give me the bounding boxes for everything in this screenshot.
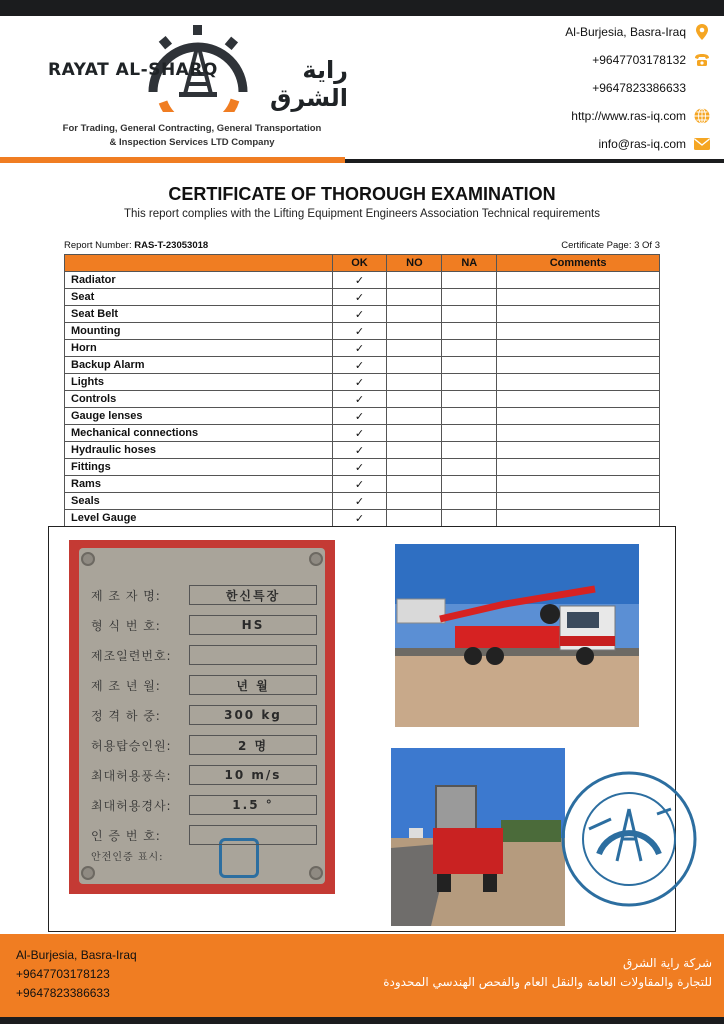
table-row (65, 340, 660, 357)
footer-phone-2[interactable]: +9647823386633 (16, 986, 110, 1000)
row-ok-check: ✓ (332, 476, 387, 493)
contact-phone-1 (510, 46, 710, 74)
row-na-cell (442, 374, 497, 391)
row-na-cell (442, 408, 497, 425)
table-row (65, 374, 660, 391)
certificate-page: Certificate Page: 3 Of 3 (561, 240, 660, 251)
row-comments-cell (497, 442, 660, 459)
table-row (65, 272, 660, 289)
rivet (309, 552, 323, 566)
column-header-comments: Comments (497, 255, 660, 272)
row-na-cell (442, 510, 497, 527)
row-ok-check: ✓ (332, 425, 387, 442)
row-no-cell (387, 323, 442, 340)
report-number (64, 240, 208, 251)
nameplate-row (91, 794, 317, 816)
certificate-title: CERTIFICATE OF THOROUGH EXAMINATION (168, 184, 556, 204)
nameplate-safety-row (91, 844, 317, 866)
logo-subtitle-line1: For Trading, General Contracting, General Transportation (62, 123, 322, 134)
mail-icon (694, 136, 710, 152)
row-no-cell (387, 493, 442, 510)
table-row (65, 425, 660, 442)
contact-phone-1-text[interactable]: +9647703178132 (592, 53, 686, 67)
row-comments-cell (497, 272, 660, 289)
logo-subtitle (42, 122, 342, 150)
logo-arabic-text: راية الشرق (269, 56, 348, 112)
footer-bottom-rule (0, 1017, 724, 1024)
nameplate-row (91, 644, 317, 666)
row-na-cell (442, 289, 497, 306)
row-no-cell (387, 459, 442, 476)
row-no-cell (387, 272, 442, 289)
table-row (65, 391, 660, 408)
table-header-row (65, 255, 660, 272)
report-number-label: Report Number: (64, 240, 132, 251)
logo-subtitle-line2: & Inspection Services LTD Company (109, 137, 275, 148)
row-comments-cell (497, 510, 660, 527)
row-comments-cell (497, 374, 660, 391)
row-comments-cell (497, 357, 660, 374)
row-item-label: Hydraulic hoses (65, 442, 333, 459)
inspection-checklist-table (64, 254, 660, 527)
row-item-label: Lights (65, 374, 333, 391)
row-ok-check: ✓ (332, 391, 387, 408)
nameplate-row-value: 300 kg (189, 705, 317, 725)
footer-company-name-ar: شركة راية الشرق (623, 956, 712, 970)
row-ok-check: ✓ (332, 306, 387, 323)
row-ok-check: ✓ (332, 459, 387, 476)
nameplate-row-label: 최대허용경사: (91, 798, 172, 813)
rivet (309, 866, 323, 880)
rivet (81, 866, 95, 880)
row-comments-cell (497, 493, 660, 510)
row-na-cell (442, 476, 497, 493)
footer-phone-1[interactable]: +9647703178123 (16, 967, 110, 981)
row-item-label: Horn (65, 340, 333, 357)
photo-frame (48, 526, 676, 932)
nameplate-row-value: 년 월 (189, 675, 317, 695)
table-row (65, 476, 660, 493)
row-item-label: Backup Alarm (65, 357, 333, 374)
row-na-cell (442, 323, 497, 340)
nameplate-row-value: 10 m/s (189, 765, 317, 785)
row-ok-check: ✓ (332, 442, 387, 459)
row-comments-cell (497, 408, 660, 425)
table-row (65, 306, 660, 323)
row-item-label: Controls (65, 391, 333, 408)
row-item-label: Seals (65, 493, 333, 510)
nameplate-row-value: 1.5 ° (189, 795, 317, 815)
row-no-cell (387, 510, 442, 527)
nameplate-row-label: 제 조 년 월: (91, 678, 161, 693)
row-ok-check: ✓ (332, 408, 387, 425)
row-no-cell (387, 289, 442, 306)
row-na-cell (442, 306, 497, 323)
nameplate-row-label: 형 식 번 호: (91, 618, 161, 633)
row-no-cell (387, 391, 442, 408)
table-row (65, 289, 660, 306)
row-comments-cell (497, 323, 660, 340)
contact-email (510, 130, 710, 158)
row-ok-check: ✓ (332, 272, 387, 289)
nameplate-row-label: 제 조 자 명: (91, 588, 161, 603)
nameplate-row-label: 정 격 하 중: (91, 708, 161, 723)
nameplate-row (91, 824, 317, 846)
header-contacts (510, 18, 710, 158)
contact-phone-2-text[interactable]: +9647823386633 (592, 81, 686, 95)
nameplate-row (91, 764, 317, 786)
nameplate-photo (69, 540, 335, 894)
nameplate-row (91, 734, 317, 756)
row-na-cell (442, 391, 497, 408)
table-row (65, 323, 660, 340)
location-pin-icon (694, 24, 710, 40)
column-header-na: NA (442, 255, 497, 272)
logo-english-text: RAYAT AL-SHARQ (48, 60, 218, 80)
column-header-no: NO (387, 255, 442, 272)
row-comments-cell (497, 476, 660, 493)
certificate-subtitle: This report complies with the Lifting Equipment Engineers Association Technical requirements (123, 208, 600, 220)
column-header-ok: OK (332, 255, 387, 272)
nameplate-row-value: HS (189, 615, 317, 635)
row-ok-check: ✓ (332, 510, 387, 527)
contact-phone-2 (510, 74, 710, 102)
nameplate-row-label: 제조일련번호: (91, 648, 172, 663)
row-item-label: Fittings (65, 459, 333, 476)
row-item-label: Level Gauge (65, 510, 333, 527)
page-footer (0, 934, 724, 1024)
row-item-label: Seat (65, 289, 333, 306)
row-no-cell (387, 357, 442, 374)
nameplate-row-value (189, 825, 317, 845)
row-na-cell (442, 459, 497, 476)
nameplate-row-label: 인 증 번 호: (91, 828, 161, 843)
table-row (65, 442, 660, 459)
row-ok-check: ✓ (332, 493, 387, 510)
table-row (65, 408, 660, 425)
header-rule-orange (0, 157, 345, 163)
truck-rear-photo (391, 748, 565, 926)
row-na-cell (442, 357, 497, 374)
row-item-label: Radiator (65, 272, 333, 289)
phone-icon (694, 52, 710, 68)
row-item-label: Gauge lenses (65, 408, 333, 425)
footer-contact (16, 946, 137, 1003)
row-ok-check: ✓ (332, 374, 387, 391)
nameplate-row (91, 674, 317, 696)
footer-address: Al-Burjesia, Basra-Iraq (16, 948, 137, 962)
contact-email-link[interactable]: info@ras-iq.com (598, 137, 686, 151)
row-no-cell (387, 408, 442, 425)
row-comments-cell (497, 459, 660, 476)
footer-company-desc-ar: للتجارة والمقاولات العامة والنقل العام والفحص الهندسي المحدودة (383, 975, 712, 989)
row-na-cell (442, 442, 497, 459)
row-ok-check: ✓ (332, 357, 387, 374)
nameplate-row-label: 최대허용풍속: (91, 768, 172, 783)
contact-address-text: Al-Burjesia, Basra-Iraq (565, 25, 686, 39)
table-row (65, 493, 660, 510)
row-ok-check: ✓ (332, 289, 387, 306)
nameplate-row-value: 한신특장 (189, 585, 317, 605)
row-na-cell (442, 493, 497, 510)
row-no-cell (387, 306, 442, 323)
report-number-value: RAS-T-23053018 (134, 240, 209, 251)
row-na-cell (442, 425, 497, 442)
contact-website-link[interactable]: http://www.ras-iq.com (571, 109, 686, 123)
nameplate-row (91, 584, 317, 606)
row-no-cell (387, 374, 442, 391)
nameplate-row-label: 허용탑승인원: (91, 738, 172, 753)
contact-address (510, 18, 710, 46)
table-row (65, 357, 660, 374)
row-comments-cell (497, 289, 660, 306)
row-no-cell (387, 476, 442, 493)
row-comments-cell (497, 425, 660, 442)
row-item-label: Seat Belt (65, 306, 333, 323)
rivet (81, 552, 95, 566)
top-bar (0, 0, 724, 16)
footer-company-arabic (383, 954, 712, 992)
row-no-cell (387, 340, 442, 357)
nameplate-row-value: 2 명 (189, 735, 317, 755)
truck-side-photo (395, 544, 639, 727)
nameplate-safety-label: 안전인증 표시: (91, 851, 164, 863)
row-item-label: Rams (65, 476, 333, 493)
globe-icon (694, 108, 710, 124)
company-logo (18, 22, 348, 152)
nameplate-row (91, 704, 317, 726)
row-na-cell (442, 340, 497, 357)
row-ok-check: ✓ (332, 323, 387, 340)
row-no-cell (387, 425, 442, 442)
table-row (65, 510, 660, 527)
row-ok-check: ✓ (332, 340, 387, 357)
row-item-label: Mounting (65, 323, 333, 340)
header-rule-dark (345, 159, 724, 163)
row-comments-cell (497, 340, 660, 357)
row-no-cell (387, 442, 442, 459)
row-comments-cell (497, 306, 660, 323)
row-na-cell (442, 272, 497, 289)
contact-website (510, 102, 710, 130)
column-header-item (65, 255, 333, 272)
table-row (65, 459, 660, 476)
row-item-label: Mechanical connections (65, 425, 333, 442)
nameplate-row (91, 614, 317, 636)
row-comments-cell (497, 391, 660, 408)
company-seal-stamp (559, 769, 699, 909)
nameplate-row-value (189, 645, 317, 665)
